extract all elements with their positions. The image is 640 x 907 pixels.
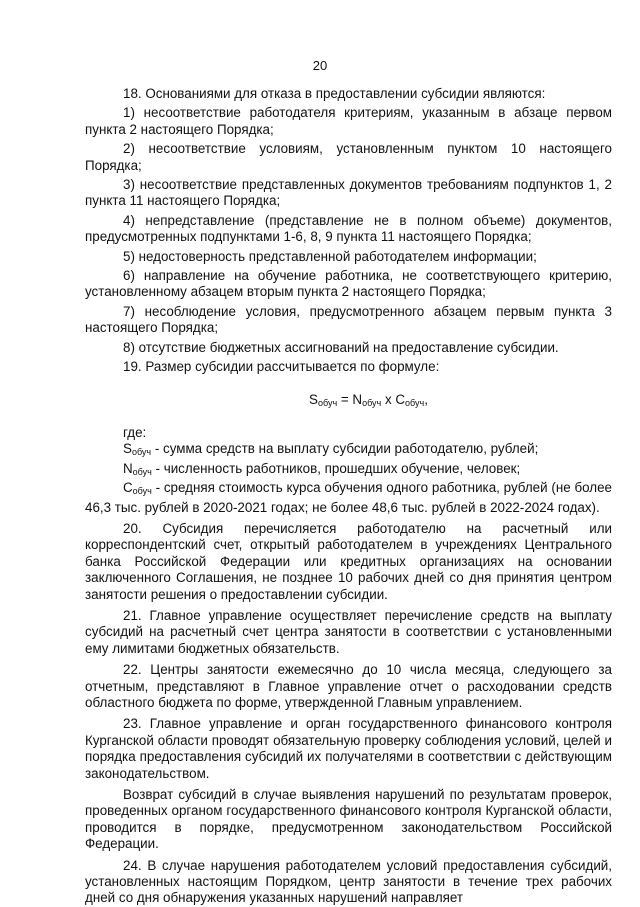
def-letter: S (123, 441, 132, 457)
paragraph-22: 22. Центры занятости ежемесячно до 10 числа месяца, следующего за отчетным, представляют в Главное управление отчет о расходовании средств областного бюджета по форме, утвержденной Главным управлением. (85, 662, 612, 710)
paragraph-23: 23. Главное управление и орган государственного финансового контроля Курганской области проводят обязательную проверку соблюдения условий, целей и порядка предоставления субсидий их получателями в соответствии с действующим законодательством. (85, 716, 612, 781)
formula-end: , (424, 391, 428, 407)
def-text: - средняя стоимость курса обучения одного работника, рублей (не более 46,3 тыс. рублей в 2020-2021 годах; не более 48,6 тыс. рублей в 2022-2024 годах). (85, 480, 612, 515)
paragraph-24: 24. В случае нарушения работодателем условий предоставления субсидий, установленных настоящим Порядком, центр занятости в течение трех рабочих дней со дня обнаружения указанных нарушений направляет (85, 857, 612, 906)
def-letter: N (123, 460, 133, 476)
formula-n-sub: обуч (362, 397, 382, 408)
paragraph-21: 21. Главное управление осуществляет перечисление средств на выплату субсидий на расчетный счет центра занятости в соответствии с установленными ему лимитами бюджетных обязательств. (85, 607, 612, 656)
paragraph-23-refund: Возврат субсидий в случае выявления нарушений по результатам проверок, проведенных органом государственного финансового контроля Курганской области, проводится в порядке, предусмотренном законодательством Российской Федерации. (85, 787, 612, 852)
definition-n (85, 461, 612, 480)
list-item: 4) непредставление (представление не в полном объеме) документов, предусмотренных подпунктами 1-6, 8, 9 пункта 11 настоящего Порядка; (85, 212, 612, 245)
def-text: - сумма средств на выплату субсидии работодателю, рублей; (151, 441, 539, 457)
list-item: 6) направление на обучение работника, не соответствующего критерию, установленному абзацем вторым пункта 2 настоящего Порядка; (85, 268, 612, 300)
list-item: 2) несоответствие условиям, установленным пунктом 10 настоящего Порядка; (85, 141, 612, 173)
formula-n: N (352, 391, 363, 407)
definition-c (85, 480, 612, 516)
list-item: 1) несоответствие работодателя критериям, указанным в абзаце первом пункта 2 настоящего Порядка; (85, 105, 612, 137)
formula-c-sub: обуч (405, 397, 425, 408)
subsidy-formula (85, 392, 612, 411)
paragraph-19: 19. Размер субсидии рассчитывается по формуле: (123, 359, 440, 375)
paragraph-20: 20. Субсидия перечисляется работодателю на расчетный или корреспондентский счет, открытый работодателем в учреждениях Центрального банка Российской Федерации или кредитных организациях на основании заключенного Соглашения, не позднее 10 рабочих дней со дня принятия центром занятости решения о предоставлении субсидии. (85, 520, 612, 602)
def-sub: обуч (132, 466, 152, 477)
def-text: - численность работников, прошедших обучение, человек; (151, 460, 521, 476)
formula-s-sub: обуч (317, 397, 338, 408)
page-number: 20 (312, 58, 328, 73)
formula-times: x (381, 391, 396, 407)
list-item: 3) несоответствие представленных документов требованиям подпунктов 1, 2 пункта 11 настоящего Порядка; (85, 177, 612, 209)
def-letter: C (123, 480, 133, 496)
def-sub: обуч (131, 447, 152, 458)
list-item: 7) несоблюдение условия, предусмотренного абзацем первым пункта 3 настоящего Порядка; (85, 303, 612, 336)
def-sub: обуч (132, 486, 152, 497)
list-item: 8) отсутствие бюджетных ассигнований на предоставление субсидии. (123, 339, 559, 355)
document-body (85, 86, 612, 907)
where-label: где: (123, 424, 147, 440)
formula-s: S (309, 391, 318, 407)
paragraph-18: 18. Основаниями для отказа в предоставлении субсидии являются: (123, 86, 546, 101)
formula-c: C (395, 391, 406, 407)
formula-eq: = (337, 391, 353, 407)
list-item: 5) недостоверность представленной работодателем информации; (123, 248, 537, 264)
definition-s (85, 441, 612, 460)
